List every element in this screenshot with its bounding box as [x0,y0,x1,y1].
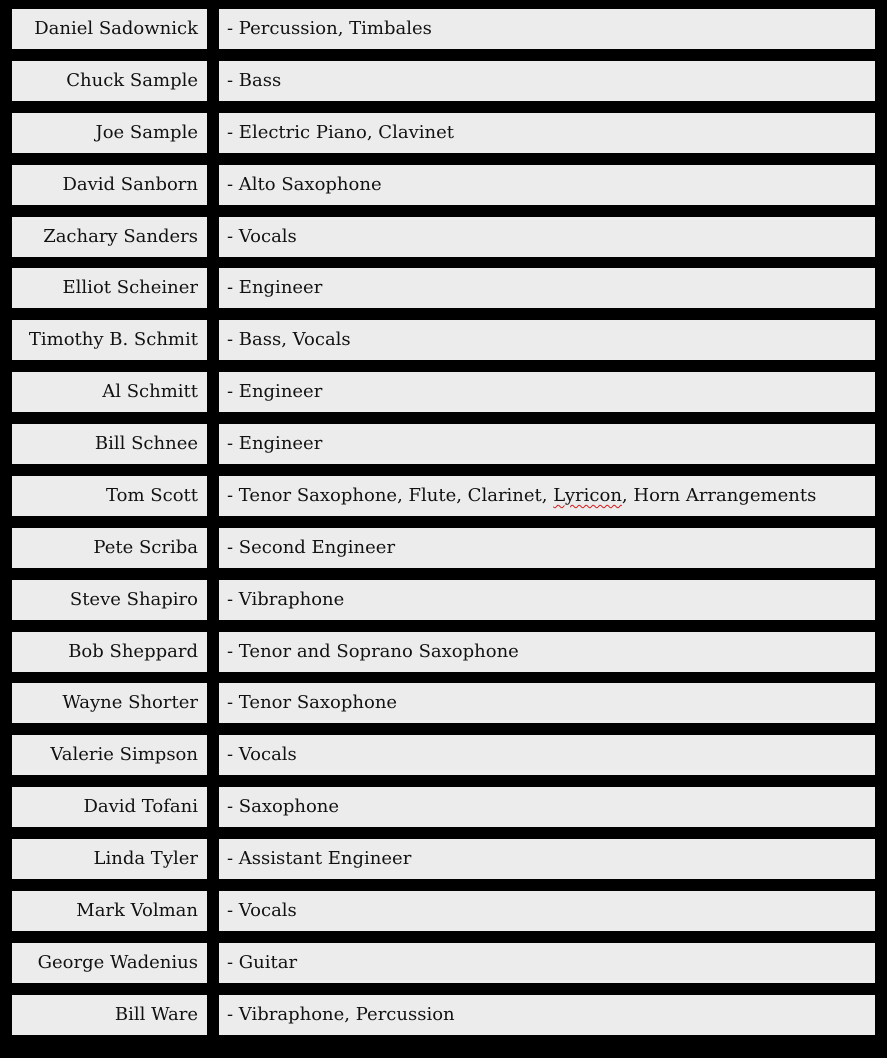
musician-role: - Tenor Saxophone [219,683,875,723]
musician-role: - Saxophone [219,787,875,827]
musician-name: Pete Scriba [12,528,207,568]
musician-name: Al Schmitt [12,372,207,412]
credit-row [12,113,875,153]
musician-name: George Wadenius [12,943,207,983]
musician-role: - Vibraphone [219,580,875,620]
musician-name: Steve Shapiro [12,580,207,620]
credit-row [12,61,875,101]
credit-row [12,372,875,412]
musician-name: Bill Ware [12,995,207,1035]
credit-row [12,528,875,568]
musician-role: - Engineer [219,424,875,464]
musician-role: - Bass [219,61,875,101]
credit-row [12,268,875,308]
musician-name: Zachary Sanders [12,217,207,257]
musician-role: - Engineer [219,268,875,308]
credit-row [12,995,875,1035]
musician-name: Wayne Shorter [12,683,207,723]
musician-name: Chuck Sample [12,61,207,101]
musician-role: - Bass, Vocals [219,320,875,360]
musician-role: - Engineer [219,372,875,412]
credit-row [12,632,875,672]
credit-row [12,424,875,464]
credit-row [12,683,875,723]
musician-name: Bob Sheppard [12,632,207,672]
musician-role: - Second Engineer [219,528,875,568]
musician-role: - Percussion, Timbales [219,9,875,49]
role-text: - Tenor Saxophone, Flute, Clarinet, [227,485,554,506]
musician-name: Tom Scott [12,476,207,516]
musician-name: Timothy B. Schmit [12,320,207,360]
musician-name: Joe Sample [12,113,207,153]
musician-name: Mark Volman [12,891,207,931]
credit-row [12,476,875,516]
musician-role: - Guitar [219,943,875,983]
musician-role: - Vocals [219,735,875,775]
credit-row [12,165,875,205]
musician-name: David Sanborn [12,165,207,205]
musician-role: - Electric Piano, Clavinet [219,113,875,153]
credit-row [12,839,875,879]
spellcheck-flagged-word: Lyricon [553,485,622,506]
credit-row [12,580,875,620]
musician-name: Valerie Simpson [12,735,207,775]
credit-row [12,787,875,827]
credit-row [12,9,875,49]
credit-row [12,891,875,931]
musician-name: Linda Tyler [12,839,207,879]
musician-role: - Alto Saxophone [219,165,875,205]
role-text: , Horn Arrangements [621,485,817,506]
musician-role: - Assistant Engineer [219,839,875,879]
musician-name: Bill Schnee [12,424,207,464]
credit-row [12,217,875,257]
musician-name: Elliot Scheiner [12,268,207,308]
credit-row [12,943,875,983]
credit-row [12,320,875,360]
musician-role: - Vocals [219,217,875,257]
credit-row [12,735,875,775]
musician-role: - Vocals [219,891,875,931]
musician-role [219,476,875,516]
musician-role: - Tenor and Soprano Saxophone [219,632,875,672]
musician-name: Daniel Sadownick [12,9,207,49]
musician-role: - Vibraphone, Percussion [219,995,875,1035]
musician-name: David Tofani [12,787,207,827]
